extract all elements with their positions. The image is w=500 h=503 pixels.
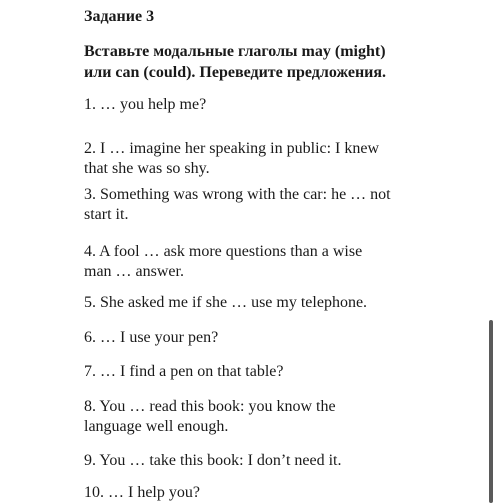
- exercise-item-line: man … answer.: [84, 263, 184, 280]
- exercise-item-4: [84, 242, 474, 282]
- instruction-line: или can (could). Переведите предложения.: [84, 64, 387, 81]
- exercise-item-line: 1. … you help me?: [84, 96, 207, 113]
- task-instruction: [84, 41, 484, 83]
- exercise-item-3: [84, 185, 474, 225]
- exercise-item-line: 5. She asked me if she … use my telephone.: [84, 294, 368, 311]
- exercise-item-6: [84, 328, 474, 348]
- exercise-item-line: 7. … I find a pen on that table?: [84, 363, 284, 380]
- exercise-item-line: 4. A fool … ask more questions than a wise: [84, 243, 363, 260]
- exercise-item-line: 2. I … imagine her speaking in public: I knew: [84, 140, 380, 157]
- exercise-item-line: 8. You … read this book: you know the: [84, 398, 336, 415]
- exercise-item-line: that she was so shy.: [84, 160, 210, 177]
- exercise-item-9: [84, 451, 474, 471]
- exercise-item-5: [84, 293, 474, 313]
- exercise-item-2: [84, 139, 474, 179]
- exercise-item-line: 6. … I use your pen?: [84, 329, 219, 346]
- task-title: Задание 3: [84, 8, 155, 25]
- exercise-item-line: 9. You … take this book: I don’t need it.: [84, 452, 342, 469]
- exercise-item-8: [84, 397, 474, 437]
- vertical-scrollbar[interactable]: [489, 320, 493, 503]
- exercise-item-10: [84, 483, 474, 503]
- exercise-item-1: [84, 95, 474, 115]
- exercise-item-7: [84, 362, 474, 382]
- instruction-line: Вставьте модальные глаголы may (might): [84, 43, 386, 60]
- exercise-item-line: language well enough.: [84, 418, 229, 435]
- exercise-item-line: 10. … I help you?: [84, 484, 200, 501]
- exercise-item-line: 3. Something was wrong with the car: he … not: [84, 186, 391, 203]
- exercise-item-line: start it.: [84, 206, 129, 223]
